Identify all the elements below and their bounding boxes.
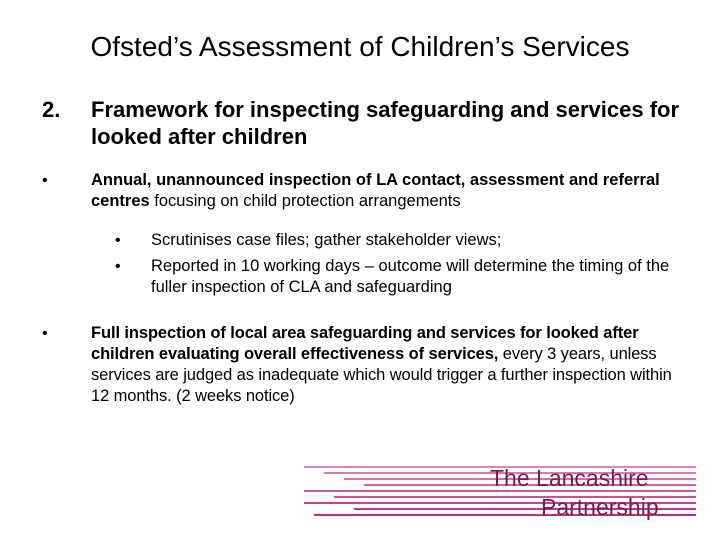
section-heading: Framework for inspecting safeguarding and services for looked after children: [91, 97, 680, 149]
sub-bullet-list: [151, 230, 691, 298]
slide-title: Ofsted’s Assessment of Children’s Services: [90, 31, 630, 62]
bullet-marker: •: [42, 172, 48, 189]
section-number: 2.: [42, 97, 61, 122]
bullet-marker: •: [42, 325, 48, 342]
logo-line-2: Partnership: [541, 494, 659, 520]
bullet-annual-inspection: [91, 170, 691, 212]
bullet-full-inspection-rest: every 3 years, unless services are judged as inadequate which would trigger a further inspection within 12 months. (2 weeks notice): [91, 345, 672, 405]
bullet-annual-inspection-rest: focusing on child protection arrangements: [149, 192, 461, 210]
lancashire-partnership-logo: [304, 460, 696, 520]
sub-bullet-case-files: Scrutinises case files; gather stakeholder views;: [151, 231, 502, 249]
bullet-full-inspection-bold: Full inspection of local area safeguarding and services for looked after children evaluating overall effectiveness of services,: [91, 324, 639, 363]
sub-bullet-reported: Reported in 10 working days – outcome will determine the timing of the fuller inspection of CLA and safeguarding: [151, 257, 670, 296]
bullet-annual-inspection-bold: Annual, unannounced inspection of LA contact, assessment and referral centres: [91, 171, 660, 210]
bullet-full-inspection: [91, 323, 681, 407]
sub-bullet-marker: •: [115, 232, 121, 249]
sub-bullet-marker: •: [115, 258, 121, 275]
logo-line-1: The Lancashire: [490, 465, 649, 491]
